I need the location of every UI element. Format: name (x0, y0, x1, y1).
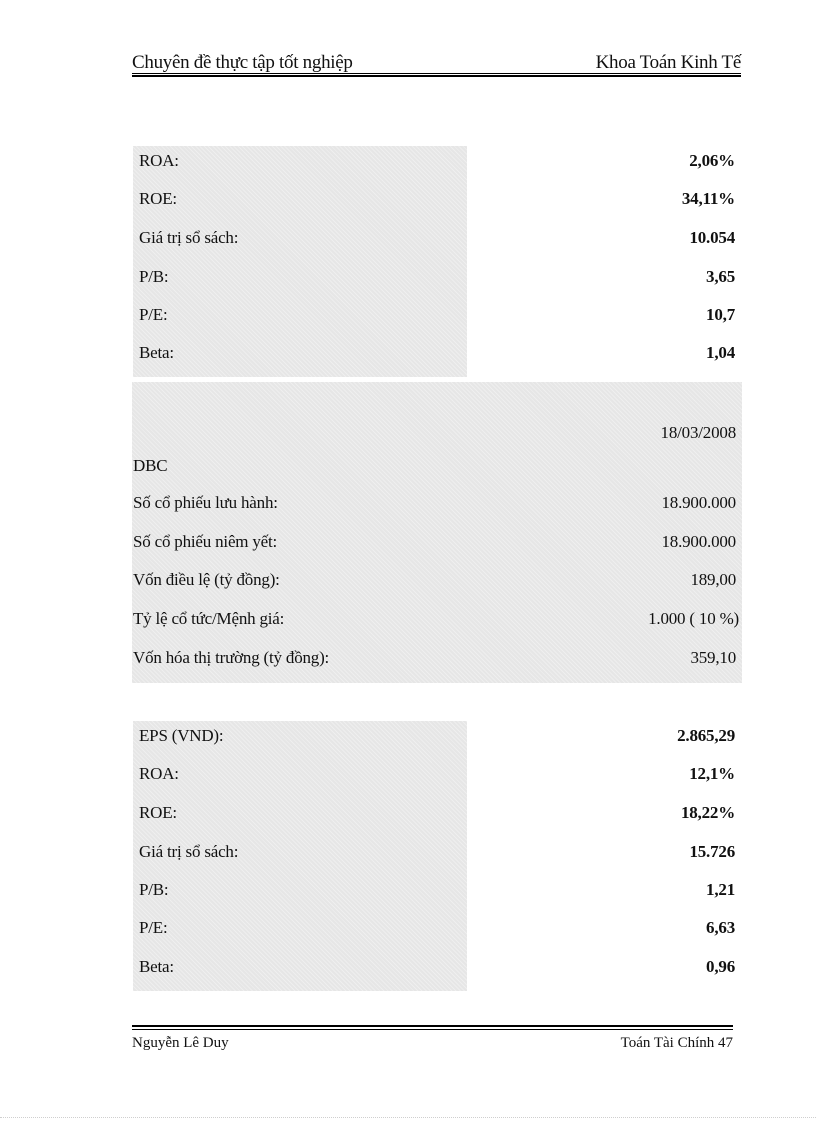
row-value: 3,65 (706, 267, 735, 286)
row-label: Giá trị sổ sách: (139, 228, 239, 247)
table1-row-roa (139, 148, 735, 174)
row-label: ROA: (139, 764, 179, 783)
header-right-title: Khoa Toán Kinh Tế (595, 52, 741, 73)
header-rule-top (132, 73, 741, 74)
row-value: 12,1% (689, 764, 735, 783)
row-label: P/E: (139, 305, 168, 324)
dbc-code: DBC (133, 456, 168, 475)
table1-row-roe (139, 186, 735, 212)
row-value: 1.000 ( 10 %) (648, 609, 739, 628)
row-value: 18.900.000 (661, 493, 736, 512)
table1-row-pe (139, 302, 735, 328)
footer-author: Nguyễn Lê Duy (132, 1035, 229, 1051)
dbc-row-dividend-ratio (133, 606, 739, 632)
row-value: 18.900.000 (661, 532, 736, 551)
page-footer (132, 1035, 733, 1057)
table1-row-book-value (139, 225, 735, 251)
row-value: 10.054 (689, 228, 735, 247)
table2-row-eps (139, 723, 735, 749)
row-value: 1,04 (706, 343, 735, 362)
table2-row-beta (139, 954, 735, 980)
row-value: 359,10 (690, 648, 736, 667)
row-label: Beta: (139, 343, 174, 362)
row-label: Beta: (139, 957, 174, 976)
row-label: Số cổ phiếu niêm yết: (133, 532, 278, 551)
table2-row-pe (139, 915, 735, 941)
row-label: ROA: (139, 151, 179, 170)
row-value: 34,11% (681, 189, 735, 208)
footer-rule-bottom (132, 1029, 733, 1030)
table1-row-pb (139, 264, 735, 290)
table2-row-book-value (139, 839, 735, 865)
row-label: P/B: (139, 880, 169, 899)
table2-row-pb (139, 877, 735, 903)
dbc-row-market-cap (133, 645, 736, 671)
header-left-title: Chuyên đề thực tập tốt nghiệp (132, 52, 353, 73)
dbc-row-listed-shares (133, 529, 736, 555)
row-label: ROE: (139, 189, 177, 208)
dbc-date: 18/03/2008 (660, 423, 736, 442)
row-value: 1,21 (706, 880, 735, 899)
dbc-row-charter-capital (133, 567, 736, 593)
row-label: Vốn hóa thị trường (tỷ đồng): (133, 648, 330, 667)
page-bottom-border (0, 1117, 816, 1118)
row-label: Tỷ lệ cổ tức/Mệnh giá: (133, 609, 285, 628)
row-value: 6,63 (706, 918, 735, 937)
table2-row-roe (139, 800, 735, 826)
row-label: P/E: (139, 918, 168, 937)
row-value: 15.726 (689, 842, 735, 861)
row-label: Giá trị sổ sách: (139, 842, 239, 861)
dbc-date-row (133, 420, 736, 446)
table2-row-roa (139, 761, 735, 787)
footer-class: Toán Tài Chính 47 (620, 1035, 733, 1051)
row-value: 10,7 (706, 305, 735, 324)
footer-rule-top (132, 1025, 733, 1027)
row-label: ROE: (139, 803, 177, 822)
row-value: 189,00 (690, 570, 736, 589)
row-label: Vốn điều lệ (tỷ đồng): (133, 570, 280, 589)
dbc-code-row (133, 453, 736, 479)
row-value: 18,22% (680, 803, 735, 822)
row-label: P/B: (139, 267, 169, 286)
row-value: 2,06% (689, 151, 735, 170)
row-value: 2.865,29 (677, 726, 735, 745)
row-value: 0,96 (706, 957, 735, 976)
header-rule-bottom (132, 75, 741, 77)
row-label: EPS (VND): (139, 726, 224, 745)
dbc-row-outstanding-shares (133, 490, 736, 516)
row-label: Số cổ phiếu lưu hành: (133, 493, 278, 512)
table1-row-beta (139, 340, 735, 366)
